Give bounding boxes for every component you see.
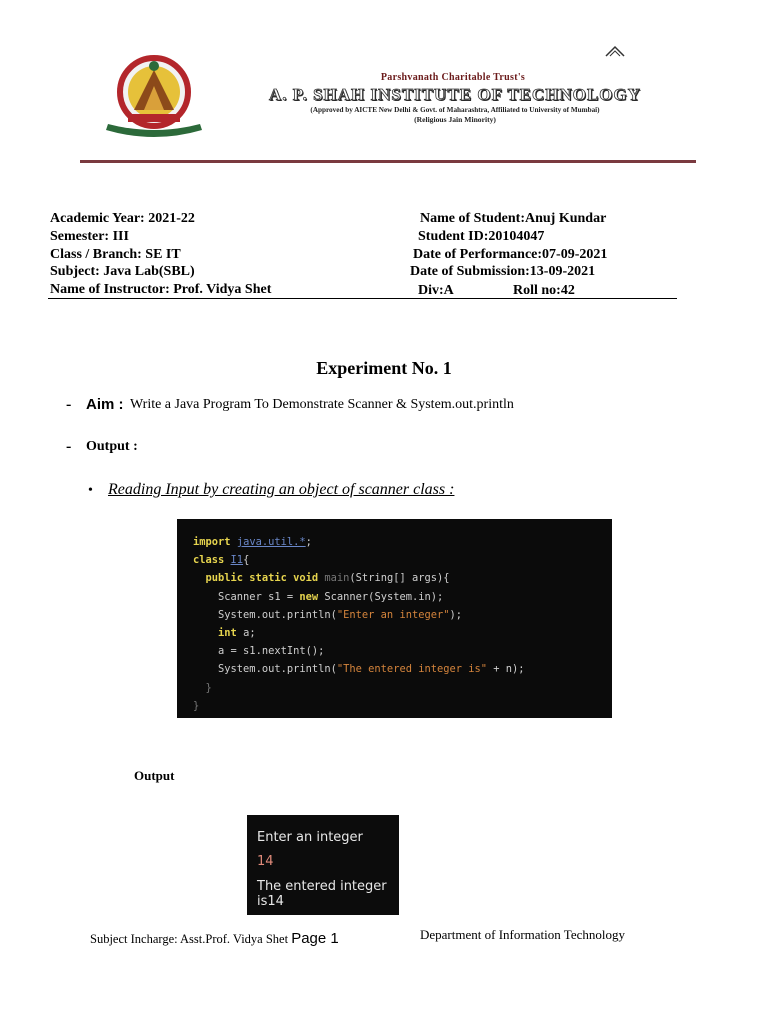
aim-label: Aim : [86,396,124,413]
bullet-icon: • [88,483,93,498]
incharge-text: Subject Incharge: Asst.Prof. Vidya Shet [90,932,289,946]
footer-department: Department of Information Technology [420,927,625,942]
trust-name: Parshvanath Charitable Trust's [380,72,526,83]
corner-mark-icon [604,44,626,58]
console-line: The entered integer is14 [257,879,387,909]
aim-text: Write a Java Program To Demonstrate Scanner & System.out.println [130,397,514,412]
institute-name: A. P. SHAH INSTITUTE OF TECHNOLOGY [268,85,642,104]
minority-text: (Religious Jain Minority) [414,115,496,124]
roll-number: Roll no:42 [513,283,575,298]
academic-year: Academic Year: 2021-22 [50,211,195,226]
student-name: Name of Student:Anuj Kundar [420,211,607,226]
semester: Semester: III [50,229,129,244]
experiment-title: Experiment No. 1 [316,358,452,378]
aim-dash: - [66,396,72,413]
approval-text: (Approved by AICTE New Delhi & Govt. of Maharashtra, Affiliated to University of Mumbai) [310,106,600,114]
page-number: Page 1 [291,930,339,947]
college-crest-logo-icon [104,52,204,138]
subject: Subject: Java Lab(SBL) [50,264,195,279]
footer-incharge [90,930,339,947]
date-of-performance: Date of Performance:07-09-2021 [413,247,608,262]
instructor: Name of Instructor: Prof. Vidya Shet [50,282,272,297]
code-screenshot [177,519,612,718]
output-heading: Output : [86,439,138,454]
console-input-line: 14 [257,854,274,869]
header-divider [80,160,696,163]
console-line: Enter an integer [257,830,363,845]
class-branch: Class / Branch: SE IT [50,247,181,262]
section-subheading: Reading Input by creating an object of scanner class : [108,481,455,498]
division: Div:A [418,283,454,298]
info-divider [48,298,677,299]
output-dash: - [66,438,72,455]
student-id: Student ID:20104047 [418,229,545,244]
output-label: Output [134,768,175,783]
code-block: import java.util.*; class I1{ public static void main(String[] args){ Scanner s1 = new Scanner(System.in); System.out.println("Enter an integer"); int a; a = s1.nextInt(); System.out.println("The entered integer is" + n); } } [193,536,525,712]
console-output [247,815,399,915]
date-of-submission: Date of Submission:13-09-2021 [410,264,596,279]
